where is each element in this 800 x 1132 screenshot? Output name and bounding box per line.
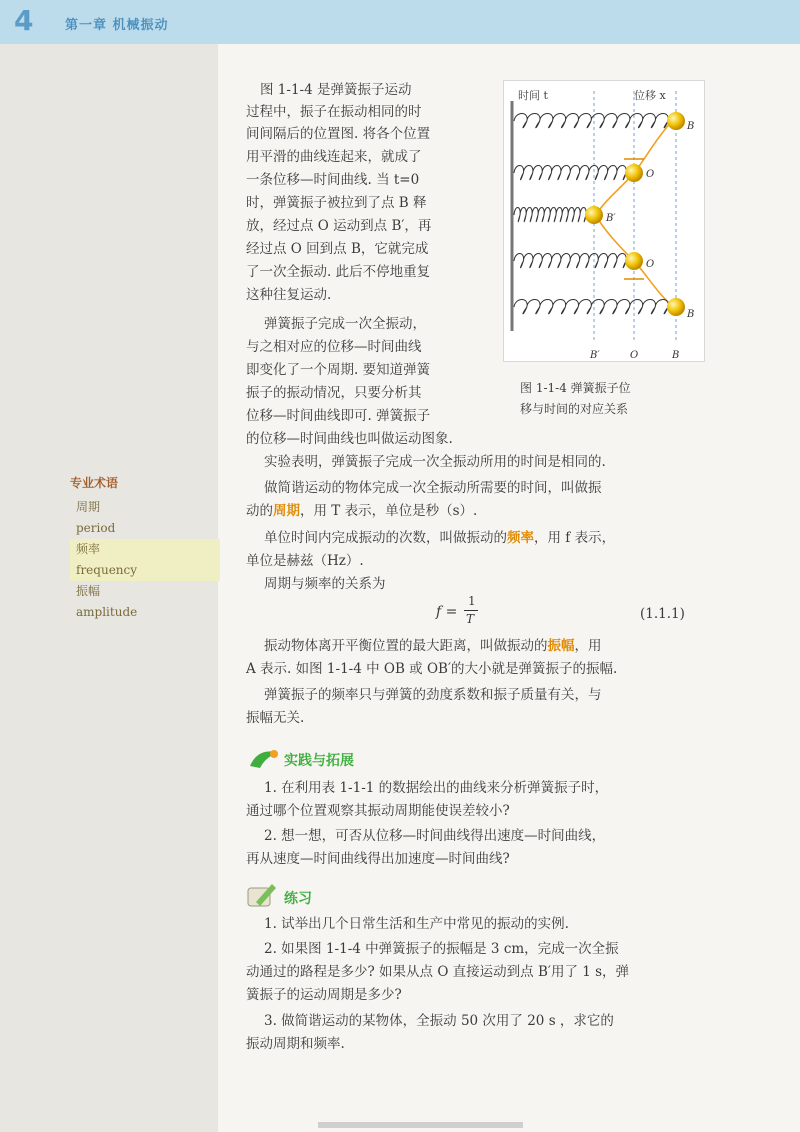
intro-line: 一条位移—时间曲线. 当 t=0 xyxy=(246,172,420,188)
springs xyxy=(514,112,685,316)
term-item: frequency xyxy=(70,560,220,581)
practice-line: 通过哪个位置观察其振动周期能使误差较小? xyxy=(246,803,510,819)
intro-line: 间间隔后的位置图. 将各个位置 xyxy=(246,126,431,142)
oscillator-ball xyxy=(667,112,685,130)
oscillator-ball xyxy=(625,164,643,182)
exercise-line: 2. 如果图 1-1-4 中弹簧振子的振幅是 3 cm，完成一次全振 xyxy=(264,941,619,957)
pos-label-5: B xyxy=(687,309,695,320)
term-item: amplitude xyxy=(76,605,138,619)
term-item: 周期 xyxy=(76,500,101,514)
spring xyxy=(514,208,586,222)
oscillator-ball xyxy=(625,252,643,270)
intro-line: 这种往复运动. xyxy=(246,287,332,303)
intro-line: 振子的振动情况，只要分析其 xyxy=(246,385,422,401)
intro-line: 与之相对应的位移—时间曲线 xyxy=(246,339,422,355)
spring xyxy=(514,166,626,180)
exercise-pencil-icon xyxy=(246,880,278,910)
intro-line: 经过点 O 回到点 B，它就完成 xyxy=(246,241,429,257)
equation-numerator: 1 xyxy=(468,594,476,608)
term-item: 振幅 xyxy=(76,584,101,598)
page-header xyxy=(0,0,800,44)
body-line: 单位是赫兹（Hz）. xyxy=(246,553,364,569)
body-line: 弹簧振子的频率只与弹簧的劲度系数和振子质量有关，与 xyxy=(264,687,602,703)
page-number: 4 xyxy=(14,4,34,37)
figure-caption-line: 移与时间的对应关系 xyxy=(520,402,629,416)
oscillator-ball xyxy=(667,298,685,316)
axis-label-b: B xyxy=(672,350,680,361)
pos-label-1: B xyxy=(687,121,695,132)
intro-line: 过程中，振子在振动相同的时 xyxy=(246,104,422,120)
keyword-period: 周期 xyxy=(273,503,300,519)
time-axis-label: 时间 t xyxy=(518,89,548,102)
terminology-title: 专业术语 xyxy=(70,476,119,490)
body-line: 做简谐运动的物体完成一次全振动所需要的时间，叫做振 xyxy=(264,480,602,496)
body-line: A 表示. 如图 1-1-4 中 OB 或 OB′的大小就是弹簧振子的振幅. xyxy=(246,661,618,677)
intro-line: 即变化了一个周期. 要知道弹簧 xyxy=(246,362,431,378)
exercise-line: 动通过的路程是多少? 如果从点 O 直接运动到点 B′用了 1 s，弹 xyxy=(246,964,630,980)
spring xyxy=(514,254,626,268)
body-line: 动的周期，用 T 表示，单位是秒（s）. xyxy=(246,503,478,519)
body-line: 实验表明，弹簧振子完成一次全振动所用的时间是相同的. xyxy=(264,454,606,470)
intro-line: 位移—时间曲线即可. 弹簧振子 xyxy=(246,408,431,424)
practice-line: 2. 想一想，可否从位移—时间曲线得出速度—时间曲线， xyxy=(264,828,606,844)
exercise-line: 1. 试举出几个日常生活和生产中常见的振动的实例. xyxy=(264,916,569,932)
terminology-box xyxy=(70,474,220,623)
practice-title: 实践与拓展 xyxy=(284,753,354,769)
intro-line: 弹簧振子完成一次全振动， xyxy=(264,316,426,332)
exercise-title: 练习 xyxy=(284,891,312,907)
practice-icon xyxy=(246,746,282,772)
intro-line: 放，经过点 O 运动到点 B′，再 xyxy=(246,218,432,234)
exercise-line: 3. 做简谐运动的某物体，全振动 50 次用了 20 s ，求它的 xyxy=(264,1013,614,1029)
intro-line: 用平滑的曲线连起来，就成了 xyxy=(246,149,422,165)
equation-number: (1.1.1) xyxy=(640,606,685,622)
axis-label-bprime: B′ xyxy=(590,350,600,361)
fraction-bar xyxy=(464,610,478,611)
page-bottom-bar xyxy=(318,1122,523,1128)
figure-caption xyxy=(520,378,631,420)
body-line: 单位时间内完成振动的次数，叫做振动的频率，用 f 表示， xyxy=(264,530,616,546)
exercise-line: 簧振子的运动周期是多少? xyxy=(246,987,402,1003)
equation-lhs: f = xyxy=(436,604,458,620)
figure-caption-line: 图 1-1-4 弹簧振子位 xyxy=(520,381,631,395)
keyword-amplitude: 振幅 xyxy=(547,638,575,654)
pos-label-2: O xyxy=(646,169,655,180)
equation-denominator: T xyxy=(466,612,475,626)
practice-line: 1. 在利用表 1-1-1 的数据绘出的曲线来分析弹簧振子时， xyxy=(264,780,609,796)
chapter-title: 第一章 机械振动 xyxy=(65,18,169,33)
spring xyxy=(514,300,668,314)
intro-line: 图 1-1-4 是弹簧振子运动 xyxy=(260,82,412,98)
practice-line: 再从速度—时间曲线得出加速度—时间曲线? xyxy=(246,851,510,867)
exercise-line: 振动周期和频率. xyxy=(246,1036,345,1052)
axis-label-o: O xyxy=(630,350,639,361)
spring xyxy=(514,114,668,128)
oscillator-ball xyxy=(585,206,603,224)
term-item: 频率 xyxy=(70,539,220,560)
spring-oscillator-figure xyxy=(503,80,705,362)
body-line: 振幅无关. xyxy=(246,710,305,726)
pos-label-3: B′ xyxy=(606,213,616,224)
pos-label-4: O xyxy=(646,259,655,270)
spring-oscillator-diagram xyxy=(504,81,704,361)
term-item: period xyxy=(76,521,116,535)
body-line: 周期与频率的关系为 xyxy=(264,576,386,592)
body-line: 振动物体离开平衡位置的最大距离，叫做振动的振幅，用 xyxy=(264,638,602,654)
displacement-axis-label: 位移 x xyxy=(634,89,666,102)
intro-line: 了一次全振动. 此后不停地重复 xyxy=(246,264,431,280)
intro-line: 时，弹簧振子被拉到了点 B 释 xyxy=(246,195,427,211)
intro-line: 的位移—时间曲线也叫做运动图象. xyxy=(246,431,453,447)
keyword-frequency: 频率 xyxy=(507,530,534,546)
